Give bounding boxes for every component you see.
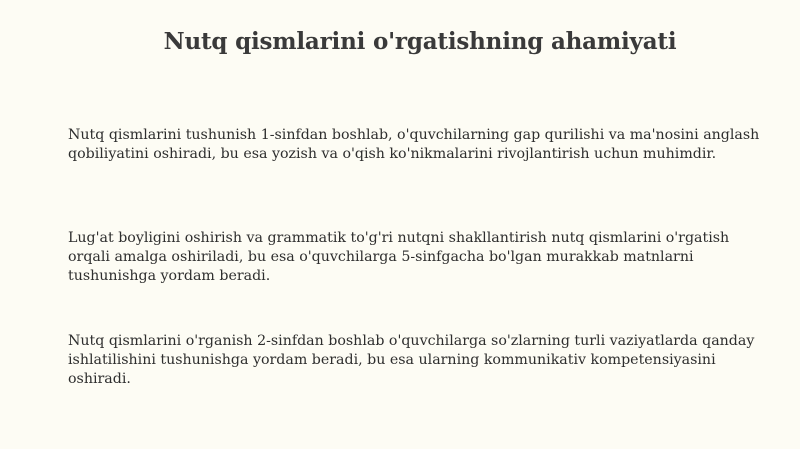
paragraph-3: Nutq qismlarini o'rganish 2-sinfdan boshlab o'quvchilarga so'zlarning turli vaziyatlarda qanday ishlatilishini tushunishga yordam beradi, bu esa ularning kommunikativ kompetensiyasini oshiradi.	[68, 333, 755, 387]
paragraph-1: Nutq qismlarini tushunish 1-sinfdan boshlab, o'quvchilarning gap qurilishi va ma'nosini anglash qobiliyatini oshiradi, bu esa yozish va o'qish ko'nikmalarini rivojlantirish uchun muhimdir.	[68, 127, 760, 162]
paragraph-2: Lug'at boyligini oshirish va grammatik to'g'ri nutqni shakllantirish nutq qismlarini o'rgatish orqali amalga oshiriladi, bu esa o'quvchilarga 5-sinfgacha bo'lgan murakkab matnlarni tushunishga yordam beradi.	[68, 230, 730, 284]
slide-title: Nutq qismlarini o'rgatishning ahamiyati	[163, 28, 677, 55]
